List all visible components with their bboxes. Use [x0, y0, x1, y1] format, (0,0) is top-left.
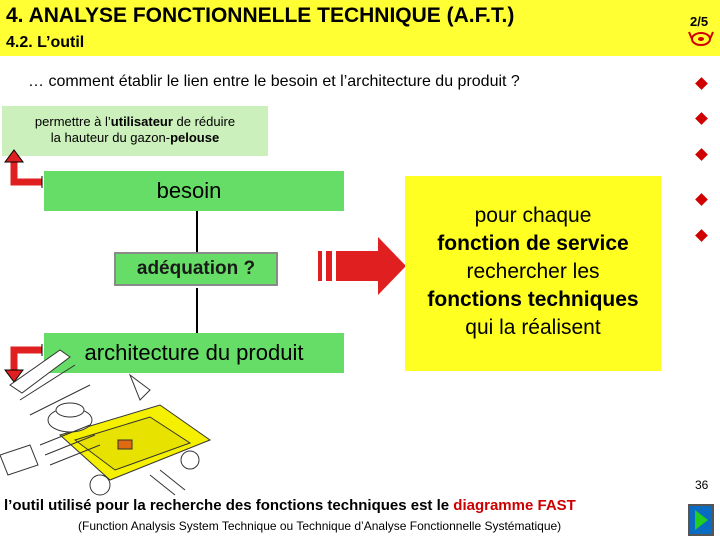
method-text: pour chaque fonction de service rechercher les fonctions techniques qui la réalisent: [427, 204, 639, 339]
header-bar: [0, 0, 720, 56]
bullet-diamond: [695, 229, 708, 242]
user-need-line-2: la hauteur du gazon-pelouse: [50, 130, 220, 145]
guiding-question: … comment établir le lien entre le besoin et l’architecture du produit ?: [28, 73, 520, 90]
need-box: besoin: [44, 171, 344, 211]
right-arrow-icon: [318, 237, 408, 297]
slide-subtitle: 4.2. L’outil: [6, 34, 85, 51]
bullet-diamond: [695, 112, 708, 125]
section-page-number: 2/5: [690, 14, 709, 29]
slide-number: 36: [695, 478, 709, 492]
bullet-diamond: [695, 193, 708, 206]
slide-title: 4. ANALYSE FONCTIONNELLE TECHNIQUE (A.F.T.): [6, 4, 515, 27]
next-slide-button[interactable]: [688, 504, 714, 536]
method-box: [405, 176, 661, 371]
link-symbol-icon[interactable]: [688, 28, 714, 50]
product-architecture-box: architecture du produit: [44, 333, 344, 373]
bullet-diamond: [695, 148, 708, 161]
play-triangle-icon: [695, 510, 708, 530]
bullet-diamond: [695, 77, 708, 90]
adequation-box: adéquation ?: [114, 252, 278, 286]
connector-line: [196, 211, 198, 252]
user-need-line-1: permettre à l’utilisateur de réduire: [34, 114, 236, 129]
connector-line: [196, 288, 198, 333]
user-need-box: [2, 106, 268, 156]
footer-definition: (Function Analysis System Technique ou Technique d’Analyse Fonctionnelle Systématique): [78, 519, 562, 533]
footer-statement: l’outil utilisé pour la recherche des fonctions techniques est le diagramme FAST: [4, 497, 576, 514]
lawn-mower-illustration: [0, 345, 230, 505]
fast-diagram-highlight: diagramme FAST: [453, 497, 576, 514]
